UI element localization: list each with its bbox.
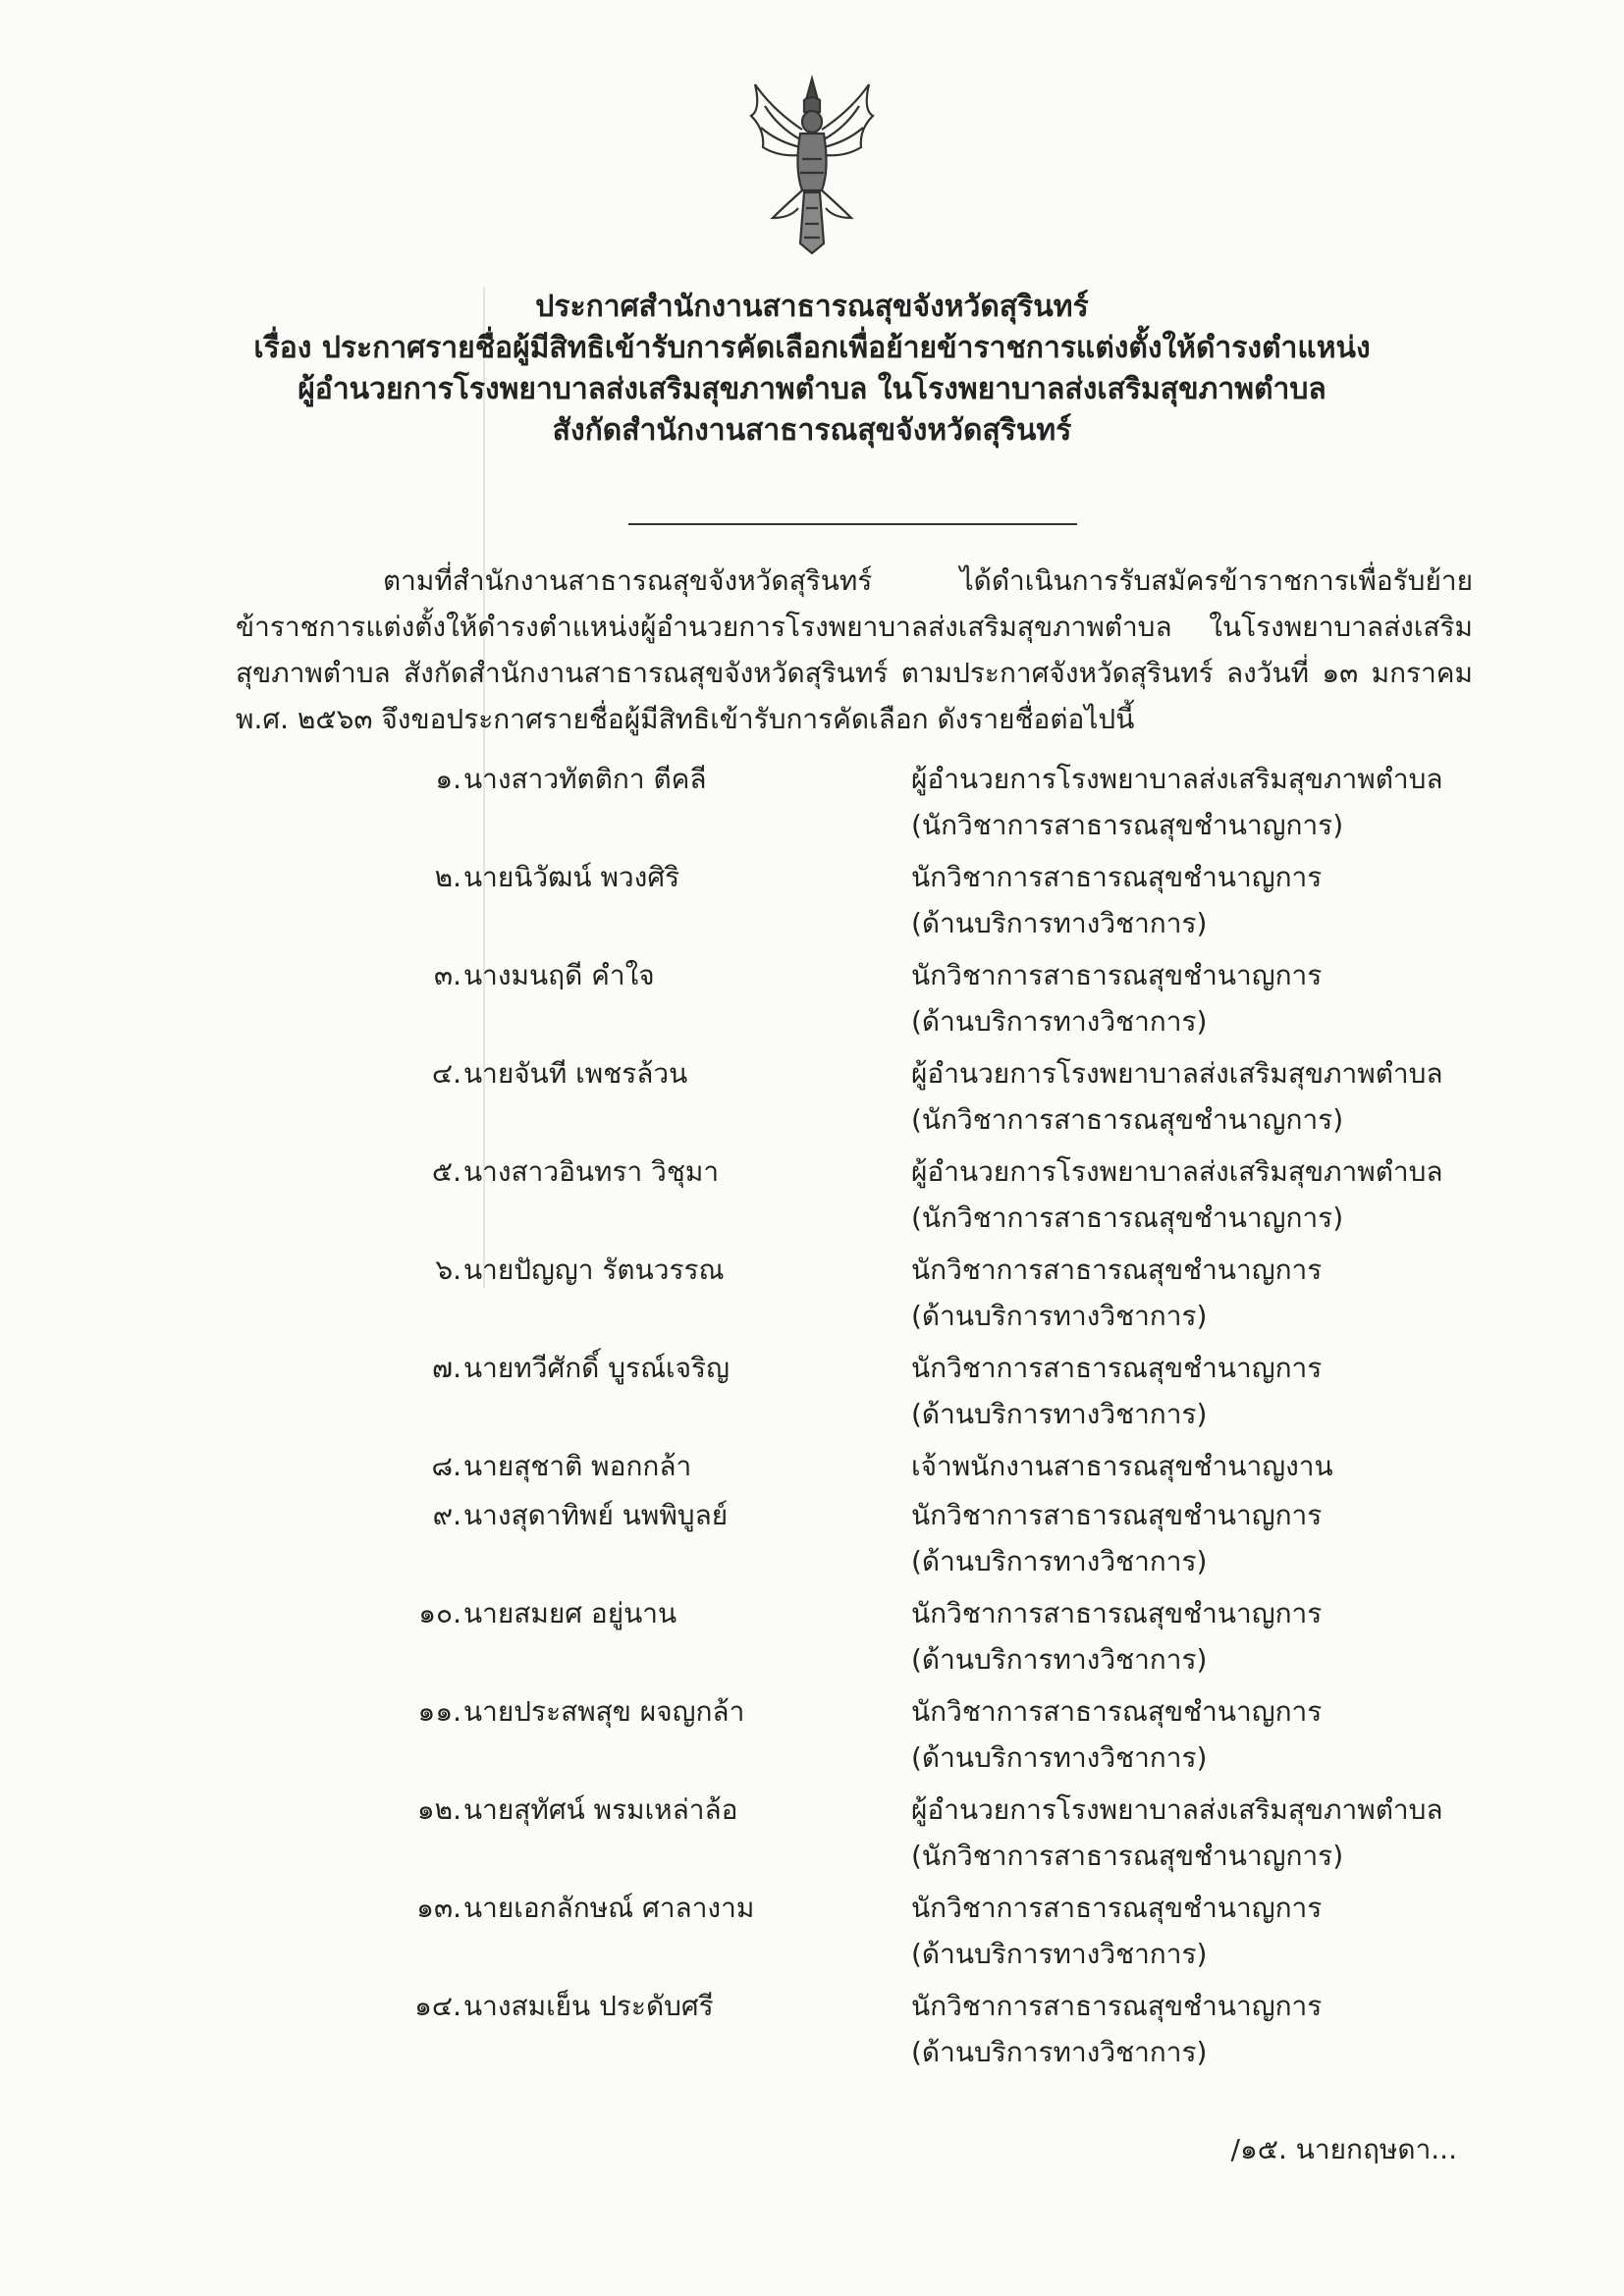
candidate-name: นายนิวัฒน์ พวงศิริ (463, 861, 680, 893)
candidate-name: นายจันที เพชรล้วน (463, 1057, 688, 1090)
candidate-position-detail: (ด้านบริการทางวิชาการ) (911, 907, 1208, 939)
candidate-position: นักวิชาการสาธารณสุขชำนาญการ (911, 1892, 1323, 1924)
candidate-position-detail: (ด้านบริการทางวิชาการ) (911, 1545, 1208, 1577)
candidate-name: นายสมยศ อยู่นาน (463, 1597, 677, 1629)
announcement-header (0, 287, 1624, 452)
candidate-position-detail: (นักวิชาการสาธารณสุขชำนาญการ) (911, 809, 1344, 841)
candidate-position-detail: (ด้านบริการทางวิชาการ) (911, 1741, 1208, 1774)
candidate-position-detail: (ด้านบริการทางวิชาการ) (911, 1300, 1208, 1332)
candidate-name: นางสุดาทิพย์ นพพิบูลย์ (463, 1499, 729, 1531)
candidate-position-detail: (นักวิชาการสาธารณสุขชำนาญการ) (911, 1103, 1344, 1136)
candidate-position: นักวิชาการสาธารณสุขชำนาญการ (911, 1254, 1323, 1286)
candidate-position: นักวิชาการสาธารณสุขชำนาญการ (911, 861, 1323, 893)
candidate-position-detail: (ด้านบริการทางวิชาการ) (911, 1643, 1208, 1676)
candidate-position: ผู้อำนวยการโรงพยาบาลส่งเสริมสุขภาพตำบล (911, 1057, 1443, 1090)
item-number: ๙. (432, 1499, 461, 1531)
candidate-position-detail: (ด้านบริการทางวิชาการ) (911, 1938, 1208, 1970)
header-divider (628, 523, 1077, 525)
intro-paragraph (236, 558, 1473, 742)
candidate-name: นางสมเย็น ประดับศรี (463, 1990, 714, 2022)
candidate-position: นักวิชาการสาธารณสุขชำนาญการ (911, 959, 1323, 991)
candidate-position: นักวิชาการสาธารณสุขชำนาญการ (911, 1695, 1323, 1728)
intro-line: ตามที่สำนักงานสาธารณสุขจังหวัดสุรินทร์ ได้ดำเนินการรับสมัครข้าราชการเพื่อรับย้าย (383, 564, 1473, 597)
garuda-emblem (743, 71, 881, 257)
continuation-note: /๑๕. นายกฤษดา... (1230, 2133, 1457, 2165)
candidate-position: นักวิชาการสาธารณสุขชำนาญการ (911, 1597, 1323, 1629)
candidate-name: นายปัญญา รัตนวรรณ (463, 1254, 725, 1286)
candidate-name: นายสุชาติ พอกกล้า (463, 1450, 692, 1482)
candidate-name: นางสาวอินทรา วิชุมา (463, 1155, 720, 1188)
candidate-position-detail: (นักวิชาการสาธารณสุขชำนาญการ) (911, 1840, 1344, 1872)
candidate-position: ผู้อำนวยการโรงพยาบาลส่งเสริมสุขภาพตำบล (911, 1793, 1443, 1826)
item-number: ๑๒. (416, 1793, 461, 1826)
item-number: ๑. (435, 763, 461, 795)
candidate-position-detail: (นักวิชาการสาธารณสุขชำนาญการ) (911, 1201, 1344, 1234)
header-subject-line3: สังกัดสำนักงานสาธารณสุขจังหวัดสุรินทร์ (552, 413, 1072, 448)
candidate-position: ผู้อำนวยการโรงพยาบาลส่งเสริมสุขภาพตำบล (911, 1155, 1443, 1188)
item-number: ๓. (433, 959, 461, 991)
candidate-name: นายสุทัศน์ พรมเหล่าล้อ (463, 1793, 738, 1826)
item-number: ๑๑. (417, 1695, 461, 1728)
item-number: ๕. (431, 1155, 461, 1188)
header-title: ประกาศสำนักงานสาธารณสุขจังหวัดสุรินทร์ (535, 290, 1089, 324)
item-number: ๒. (434, 861, 461, 893)
item-number: ๘. (431, 1450, 461, 1482)
item-number: ๑๐. (418, 1597, 461, 1629)
candidate-name: นางมนฤดี คำใจ (463, 959, 655, 991)
header-subject: เรื่อง ประกาศรายชื่อผู้มีสิทธิเข้ารับการคัดเลือกเพื่อย้ายข้าราชการแต่งตั้งให้ดำรงตำแหน่ง (253, 331, 1371, 365)
candidate-name: นายประสพสุข ผจญกล้า (463, 1695, 745, 1728)
candidate-position: ผู้อำนวยการโรงพยาบาลส่งเสริมสุขภาพตำบล (911, 763, 1443, 795)
candidate-position: เจ้าพนักงานสาธารณสุขชำนาญงาน (911, 1450, 1333, 1482)
candidate-position-detail: (ด้านบริการทางวิชาการ) (911, 2036, 1208, 2068)
intro-line: สุขภาพตำบล สังกัดสำนักงานสาธารณสุขจังหวัดสุรินทร์ ตามประกาศจังหวัดสุรินทร์ ลงวันที่ ๑๓ มกราคม (236, 657, 1473, 689)
candidate-position: นักวิชาการสาธารณสุขชำนาญการ (911, 1499, 1323, 1531)
item-number: ๗. (432, 1352, 461, 1384)
candidate-position-detail: (ด้านบริการทางวิชาการ) (911, 1398, 1208, 1430)
intro-line: ข้าราชการแต่งตั้งให้ดำรงตำแหน่งผู้อำนวยการโรงพยาบาลส่งเสริมสุขภาพตำบล ในโรงพยาบาลส่งเสริม (236, 611, 1473, 643)
item-number: ๔. (431, 1057, 461, 1090)
intro-line: พ.ศ. ๒๕๖๓ จึงขอประกาศรายชื่อผู้มีสิทธิเข้ารับการคัดเลือก ดังรายชื่อต่อไปนี้ (236, 703, 1135, 735)
candidate-position: นักวิชาการสาธารณสุขชำนาญการ (911, 1990, 1323, 2022)
candidate-position: นักวิชาการสาธารณสุขชำนาญการ (911, 1352, 1323, 1384)
item-number: ๑๓. (416, 1892, 461, 1924)
candidate-name: นายทวีศักดิ์ บูรณ์เจริญ (463, 1352, 730, 1384)
candidate-position-detail: (ด้านบริการทางวิชาการ) (911, 1005, 1208, 1038)
candidate-name: นายเอกลักษณ์ ศาลางาม (463, 1892, 755, 1924)
item-number: ๖. (435, 1254, 461, 1286)
candidate-name: นางสาวทัตติกา ตีคลี (463, 763, 707, 795)
item-number: ๑๔. (414, 1990, 461, 2022)
header-subject-line2: ผู้อำนวยการโรงพยาบาลส่งเสริมสุขภาพตำบล ในโรงพยาบาลส่งเสริมสุขภาพตำบล (298, 372, 1326, 406)
